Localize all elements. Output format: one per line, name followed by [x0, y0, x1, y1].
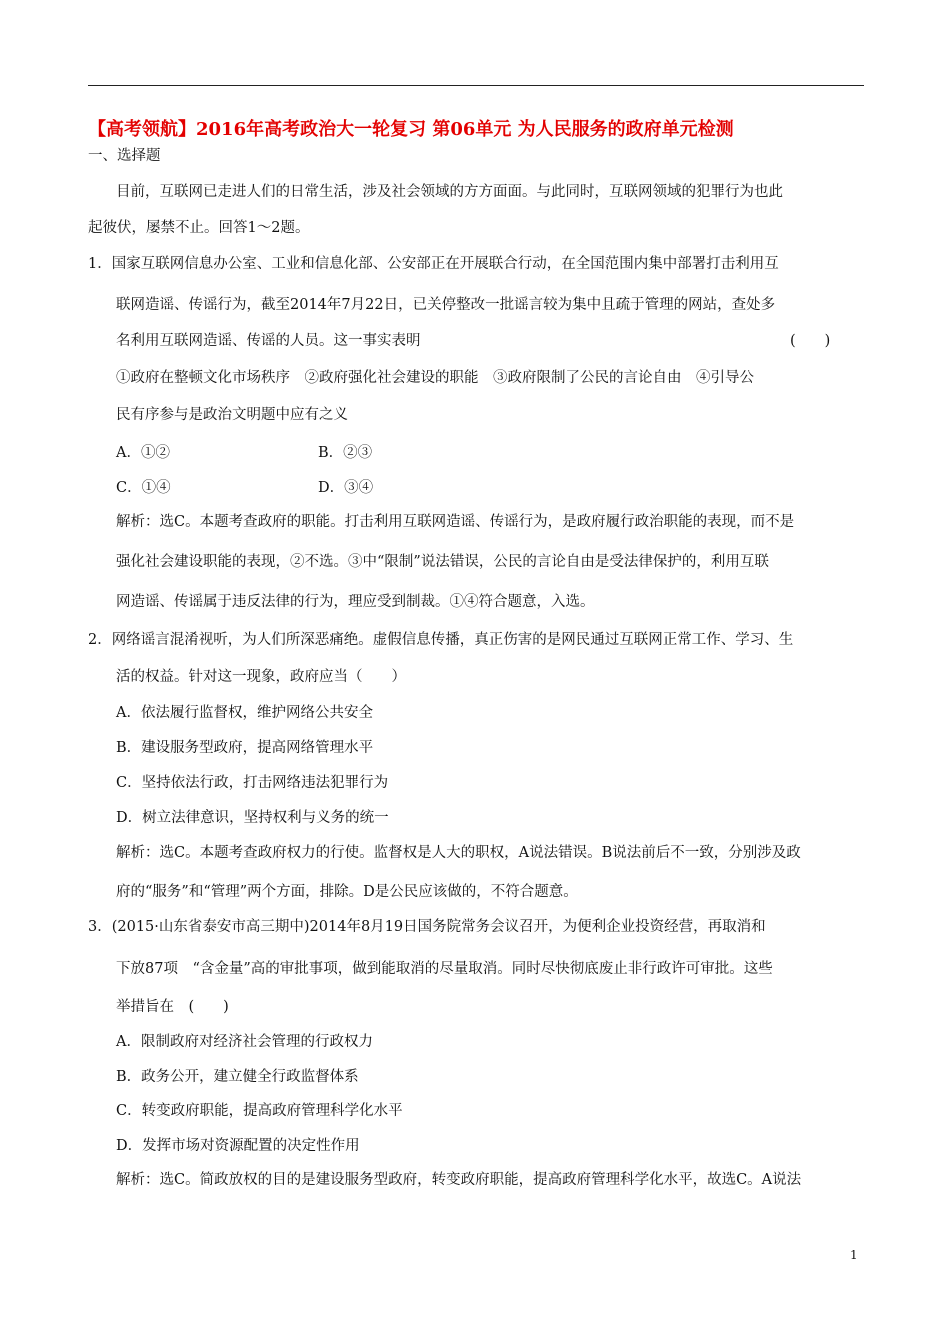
- q1-analysis-line-2: 强化社会建设职能的表现，②不选。③中“限制”说法错误，公民的言论自由是受法律保护的，利用互联: [116, 554, 769, 570]
- q3-stem-line-2: 下放87项 “含金量”高的审批事项，做到能取消的尽量取消。同时尽快彻底废止非行政许可审批。这些: [116, 961, 773, 977]
- q2-analysis-line-1: 解析：选C。本题考查政府权力的行使。监督权是人大的职权，A说法错误。B说法前后不一致，分别涉及政: [116, 845, 801, 861]
- document-title: 【高考领航】2016年高考政治大一轮复习 第06单元 为人民服务的政府单元检测: [88, 119, 734, 140]
- q3-option-c: C．转变政府职能，提高政府管理科学化水平: [116, 1103, 403, 1119]
- q2-option-c: C．坚持依法行政，打击网络违法犯罪行为: [116, 775, 389, 791]
- q1-stem-line-1: 1．国家互联网信息办公室、工业和信息化部、公安部正在开展联合行动，在全国范围内集中部署打击利用互: [88, 256, 779, 272]
- q1-option-d: D．③④: [318, 480, 374, 496]
- q2-option-d: D．树立法律意识，坚持权利与义务的统一: [116, 810, 389, 826]
- intro-line-2: 起彼伏，屡禁不止。回答1～2题。: [88, 220, 310, 236]
- q1-analysis-line-3: 网造谣、传谣属于违反法律的行为，理应受到制裁。①④符合题意，入选。: [116, 594, 595, 610]
- header-rule: [88, 85, 864, 86]
- q1-statements-line-1: ①政府在整顿文化市场秩序 ②政府强化社会建设的职能 ③政府限制了公民的言论自由 ④引导公: [116, 370, 754, 386]
- q3-analysis-line-1: 解析：选C。简政放权的目的是建设服务型政府，转变政府职能，提高政府管理科学化水平，故选C。A说法: [116, 1172, 802, 1188]
- q3-stem-line-1: 3．(2015·山东省泰安市高三期中)2014年8月19日国务院常务会议召开，为便利企业投资经营，再取消和: [88, 919, 766, 935]
- page-number: 1: [850, 1248, 858, 1262]
- q3-option-b: B．政务公开，建立健全行政监督体系: [116, 1069, 359, 1085]
- q1-stem-line-3: 名利用互联网造谣、传谣的人员。这一事实表明: [116, 333, 421, 349]
- q2-stem-line-1: 2．网络谣言混淆视听，为人们所深恶痛绝。虚假信息传播，真正伤害的是网民通过互联网正常工作、学习、生: [88, 632, 794, 648]
- q2-option-b: B．建设服务型政府，提高网络管理水平: [116, 740, 374, 756]
- intro-line-1: 目前，互联网已走进人们的日常生活，涉及社会领域的方方面面。与此同时，互联网领域的犯罪行为也此: [116, 184, 783, 200]
- q1-option-b: B．②③: [318, 445, 373, 461]
- q3-stem-line-3: 举措旨在 ( ): [116, 999, 229, 1015]
- q1-statements-line-2: 民有序参与是政治文明题中应有之义: [116, 407, 348, 423]
- q1-answer-blank: ( ): [790, 333, 831, 349]
- q2-stem-line-2: 活的权益。针对这一现象，政府应当（ ）: [116, 669, 406, 685]
- q1-stem-line-2: 联网造谣、传谣行为，截至2014年7月22日，已关停整改一批谣言较为集中且疏于管理的网站，查处多: [116, 297, 776, 313]
- q2-option-a: A．依法履行监督权，维护网络公共安全: [116, 705, 373, 721]
- q2-analysis-line-2: 府的“服务”和“管理”两个方面，排除。D是公民应该做的，不符合题意。: [116, 884, 578, 900]
- q1-analysis-line-1: 解析：选C。本题考查政府的职能。打击利用互联网造谣、传谣行为，是政府履行政治职能的表现，而不是: [116, 514, 795, 530]
- q1-option-c: C．①④: [116, 480, 171, 496]
- section-heading: 一、选择题: [88, 148, 161, 164]
- q3-option-a: A．限制政府对经济社会管理的行政权力: [116, 1034, 373, 1050]
- q3-option-d: D．发挥市场对资源配置的决定性作用: [116, 1138, 360, 1154]
- q1-option-a: A．①②: [116, 445, 170, 461]
